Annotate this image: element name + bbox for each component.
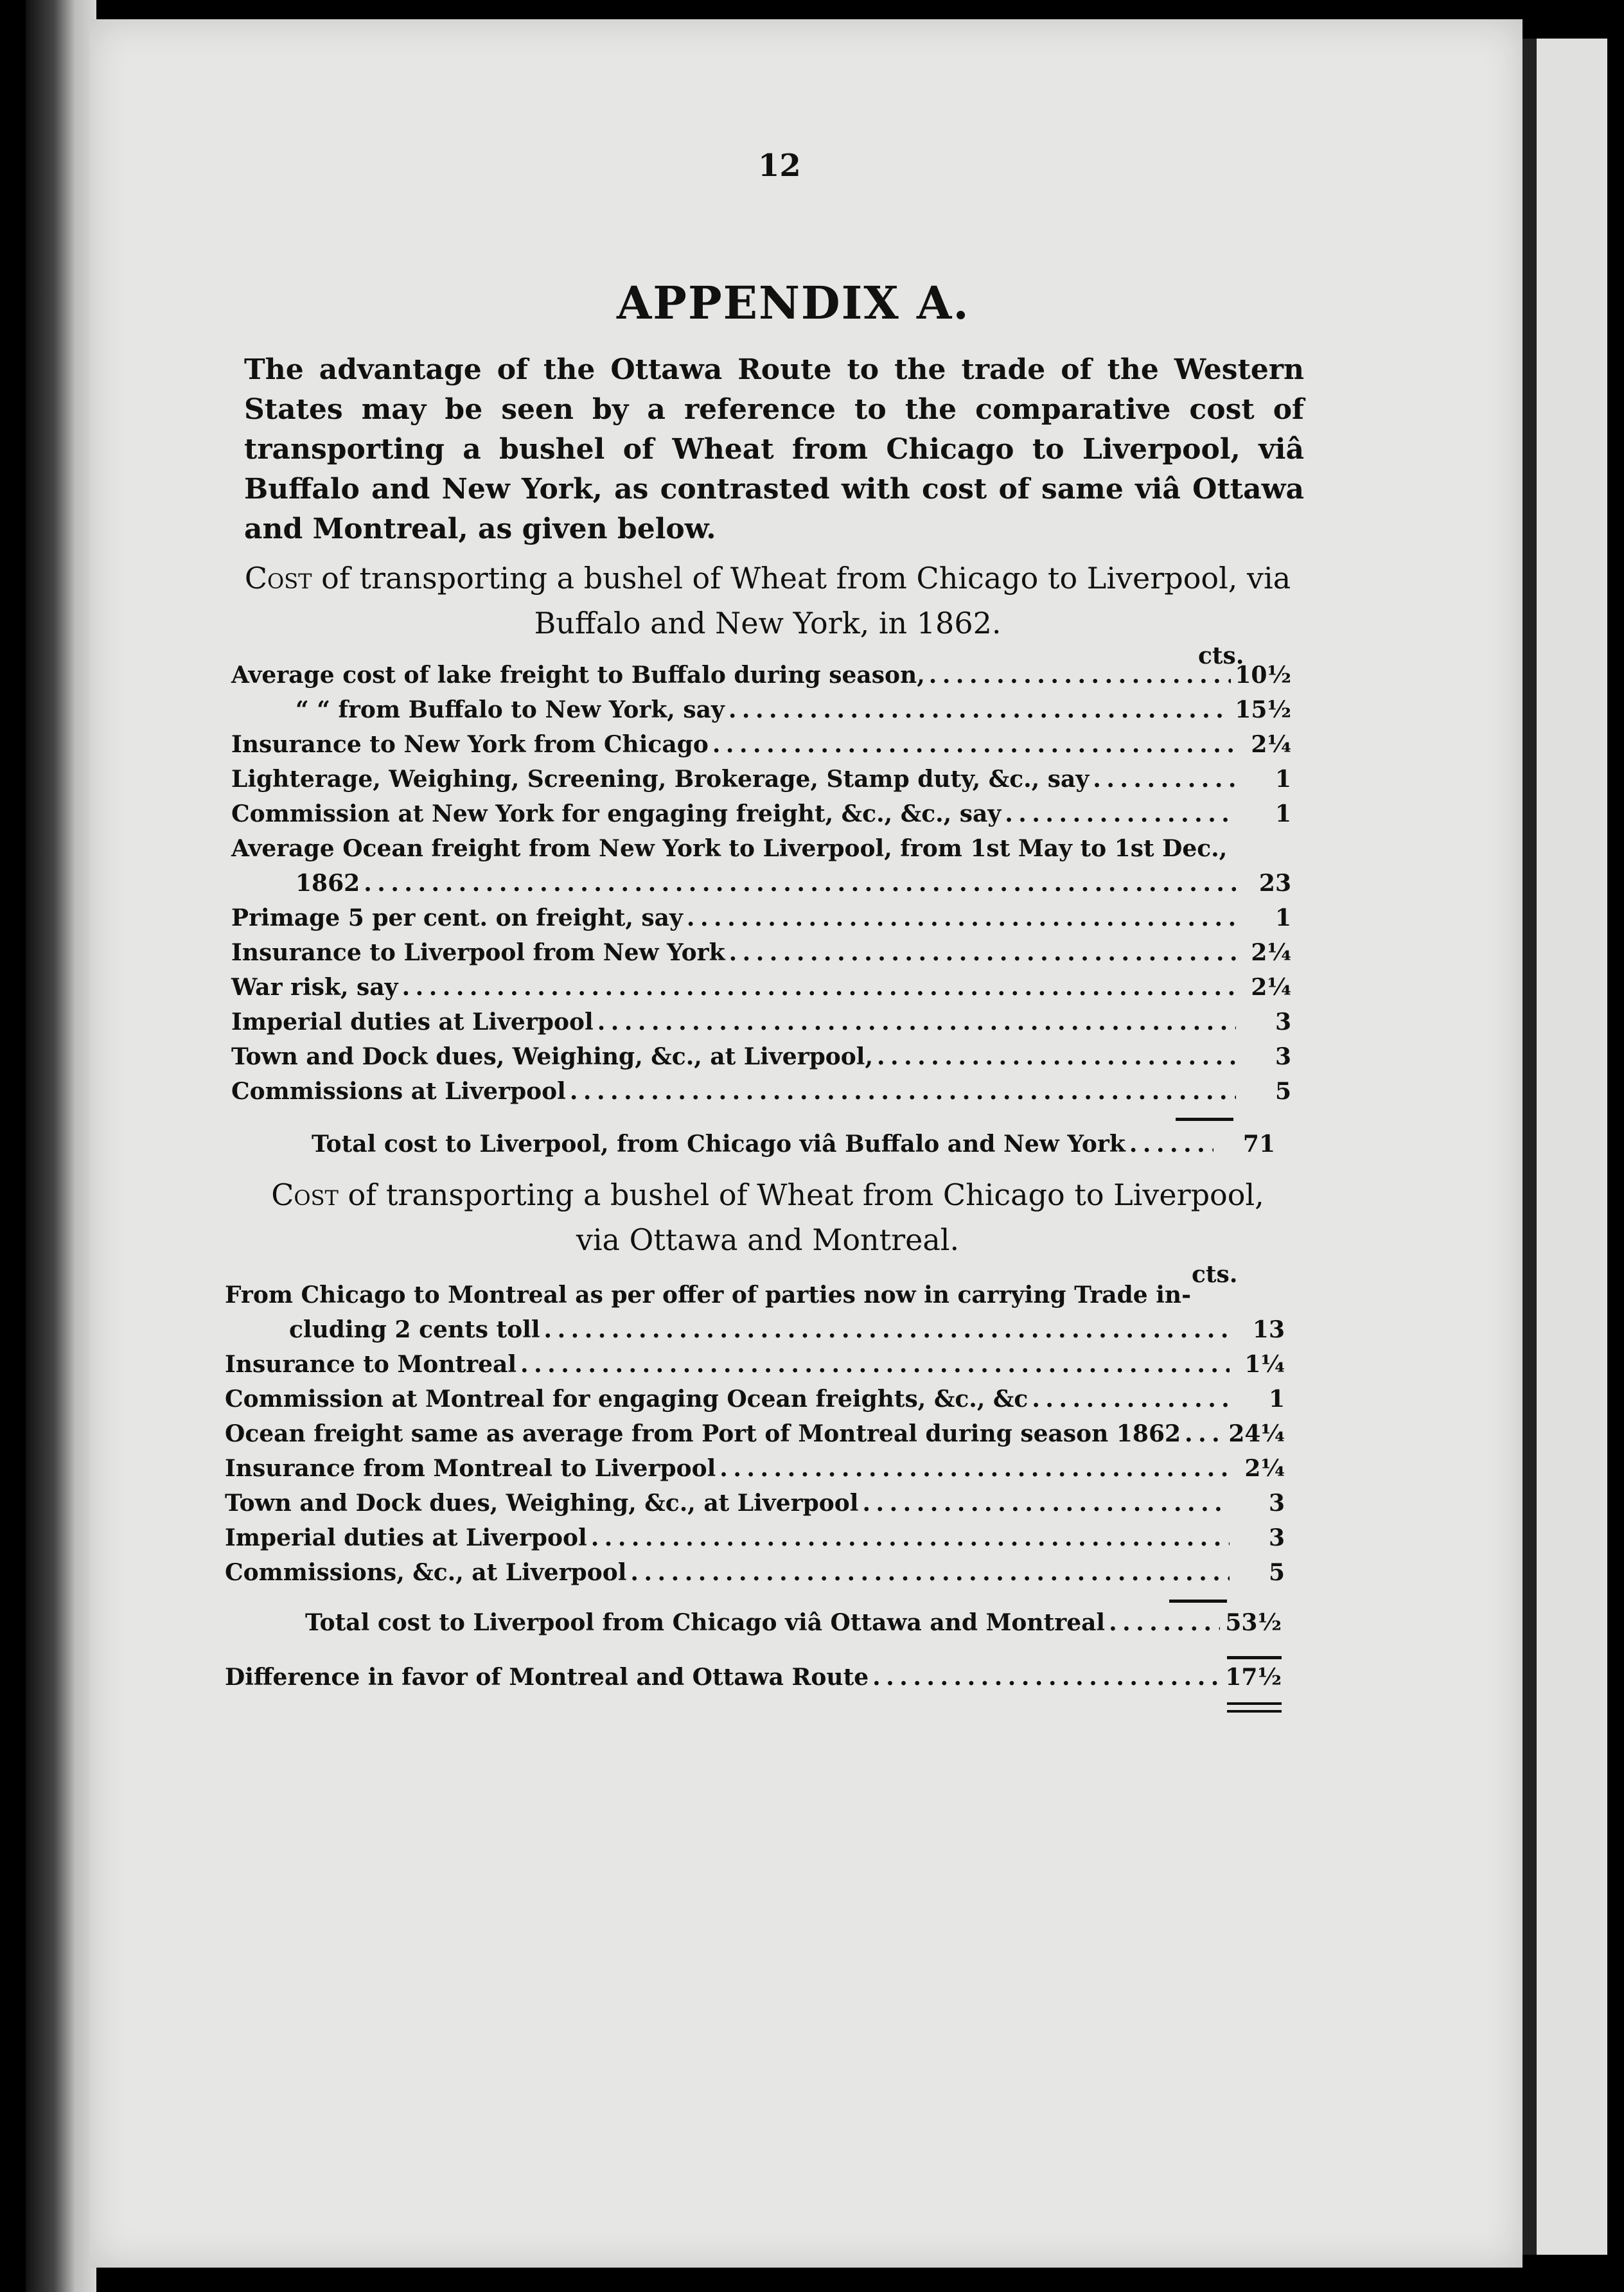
section2-title [238,1172,1298,1262]
section1-row [231,870,1291,904]
page-number: 12 [758,148,801,184]
leader-dots [544,1316,1230,1343]
section1-title-line1: of transporting a bushel of Wheat from Chicago to Liverpool, via [312,561,1291,595]
leader-dots [591,1524,1230,1551]
leader-dots [1093,766,1236,793]
section1-row-label: Average Ocean freight from New York to Liverpool, from 1st May to 1st Dec., [231,835,1228,862]
section2-title-cost: Cost [271,1177,339,1212]
facing-page-edge [1522,39,1607,2255]
section1-row [231,696,1291,731]
section1-row [231,662,1291,696]
section1-row-label: Insurance to New York from Chicago [231,731,709,758]
leader-dots [862,1490,1230,1517]
section2-row-label: cluding 2 cents toll [289,1316,540,1343]
leader-dots [877,1043,1236,1070]
section1-total-value: 71 [1242,1131,1275,1158]
section2-row-value: 24¼ [1228,1420,1285,1447]
section2-row [225,1351,1285,1386]
section1-row-value: 1 [1275,766,1291,793]
intro-paragraph: The advantage of the Ottawa Route to the trade of the Western States may be seen by a reference to the comparative cost of transporting a bushel of Wheat from Chicago to Liverpool, viâ Buffalo and New York, as contrasted with cost of same viâ Ottawa and Montreal, as given below. [244,353,1304,545]
leader-dots [402,974,1236,1001]
leader-dots [872,1664,1220,1691]
leader-dots [597,1009,1236,1036]
section2-title-line2: via Ottawa and Montreal. [576,1222,960,1257]
section2-row [225,1524,1285,1559]
section2-cost-table [225,1282,1285,1594]
section1-row-label: “ “ from Buffalo to New York, say [296,696,725,723]
leader-dots [1185,1420,1224,1447]
section2-row-value: 1 [1268,1386,1285,1413]
section2-row-label: From Chicago to Montreal as per offer of parties now in carrying Trade in- [225,1282,1192,1309]
section2-row-value: 5 [1268,1559,1285,1586]
section2-row-value: 1¼ [1244,1351,1285,1378]
section1-row-value: 1 [1275,800,1291,827]
section1-row-value: 2¼ [1251,974,1291,1001]
section1-title-line2: Buffalo and New York, in 1862. [534,606,1002,640]
section2-row-label: Town and Dock dues, Weighing, &c., at Liverpool [225,1490,859,1517]
section1-row-value: 3 [1275,1043,1291,1070]
appendix-heading: APPENDIX A. [617,276,970,330]
section1-sum-rule [1176,1118,1233,1121]
section2-unit: cts. [1192,1261,1238,1288]
leader-dots [1005,800,1236,827]
section1-title [238,556,1298,646]
section1-row-value: 15½ [1235,696,1291,723]
section2-row [225,1386,1285,1420]
section2-total-row [305,1609,1282,1636]
difference-double-rule-1 [1227,1702,1282,1705]
leader-dots [728,696,1231,723]
section2-row-value: 13 [1252,1316,1285,1343]
section1-row-label: Commission at New York for engaging freight, &c., &c., say [231,800,1002,827]
section1-total-label: Total cost to Liverpool, from Chicago viâ Buffalo and New York [312,1131,1125,1158]
section2-total-value: 53½ [1225,1609,1282,1636]
section2-sum-rule [1169,1600,1227,1603]
section1-row-value: 1 [1275,904,1291,931]
page-binding-edge [26,0,96,2292]
section2-row-label: Insurance from Montreal to Liverpool [225,1455,716,1482]
section1-row-label: War risk, say [231,974,398,1001]
section1-row-label: Commissions at Liverpool [231,1078,566,1105]
difference-top-rule [1227,1656,1282,1659]
leader-dots [520,1351,1230,1378]
difference-row [225,1664,1282,1691]
section1-unit: cts. [1198,642,1244,669]
section2-row-label: Imperial duties at Liverpool [225,1524,587,1551]
section1-row-label: Town and Dock dues, Weighing, &c., at Liverpool, [231,1043,873,1070]
section1-row-label: Lighterage, Weighing, Screening, Brokerage, Stamp duty, &c., say [231,766,1090,793]
section1-row [231,974,1291,1009]
section1-row [231,766,1291,800]
section1-row [231,731,1291,766]
section1-row-value: 10½ [1235,662,1291,689]
leader-dots [364,870,1236,897]
section2-row-label: Commissions, &c., at Liverpool [225,1559,627,1586]
difference-value: 17½ [1225,1664,1282,1691]
section2-row-label: Commission at Montreal for engaging Ocean freights, &c., &c [225,1386,1028,1413]
section2-total-label: Total cost to Liverpool from Chicago viâ Ottawa and Montreal [305,1609,1106,1636]
section2-row-label: Insurance to Montreal [225,1351,516,1378]
section1-row [231,1043,1291,1078]
section1-row-label: Average cost of lake freight to Buffalo during season, [231,662,925,689]
section2-row [225,1455,1285,1490]
leader-dots [1109,1609,1220,1636]
leader-dots [1032,1386,1230,1413]
section2-row [225,1490,1285,1524]
section2-title-line1: of transporting a bushel of Wheat from Chicago to Liverpool, [338,1177,1264,1212]
section1-title-cost: Cost [244,561,312,595]
section1-row [231,939,1291,974]
section1-row [231,1078,1291,1113]
section2-row-label: Ocean freight same as average from Port of Montreal during season 1862 [225,1420,1181,1447]
section1-row [231,800,1291,835]
section1-total-row [312,1131,1275,1158]
leader-dots [570,1078,1236,1105]
leader-dots [630,1559,1230,1586]
section1-row-value: 3 [1275,1009,1291,1036]
section1-row-value: 23 [1258,870,1291,897]
section2-row [225,1316,1285,1351]
leader-dots [719,1455,1230,1482]
section2-row-value: 3 [1268,1490,1285,1517]
section2-row [225,1420,1285,1455]
leader-dots [712,731,1236,758]
section1-row-label: Imperial duties at Liverpool [231,1009,594,1036]
section1-row [231,835,1291,870]
section1-cost-table [231,662,1291,1113]
difference-double-rule-2 [1227,1710,1282,1713]
leader-dots [687,904,1236,931]
section1-row [231,904,1291,939]
section1-row-label: 1862 [296,870,360,897]
difference-label: Difference in favor of Montreal and Ottawa Route [225,1664,869,1691]
section2-row-value: 2¼ [1244,1455,1285,1482]
section2-row [225,1559,1285,1594]
section1-row-value: 2¼ [1251,731,1291,758]
section2-row-value: 3 [1268,1524,1285,1551]
leader-dots [929,662,1231,689]
leader-dots [1129,1131,1214,1158]
section2-row [225,1282,1285,1316]
section1-row-value: 2¼ [1251,939,1291,966]
section1-row-label: Primage 5 per cent. on freight, say [231,904,683,931]
section1-row-value: 5 [1275,1078,1291,1105]
leader-dots [729,939,1236,966]
section1-row [231,1009,1291,1043]
section1-row-label: Insurance to Liverpool from New York [231,939,725,966]
